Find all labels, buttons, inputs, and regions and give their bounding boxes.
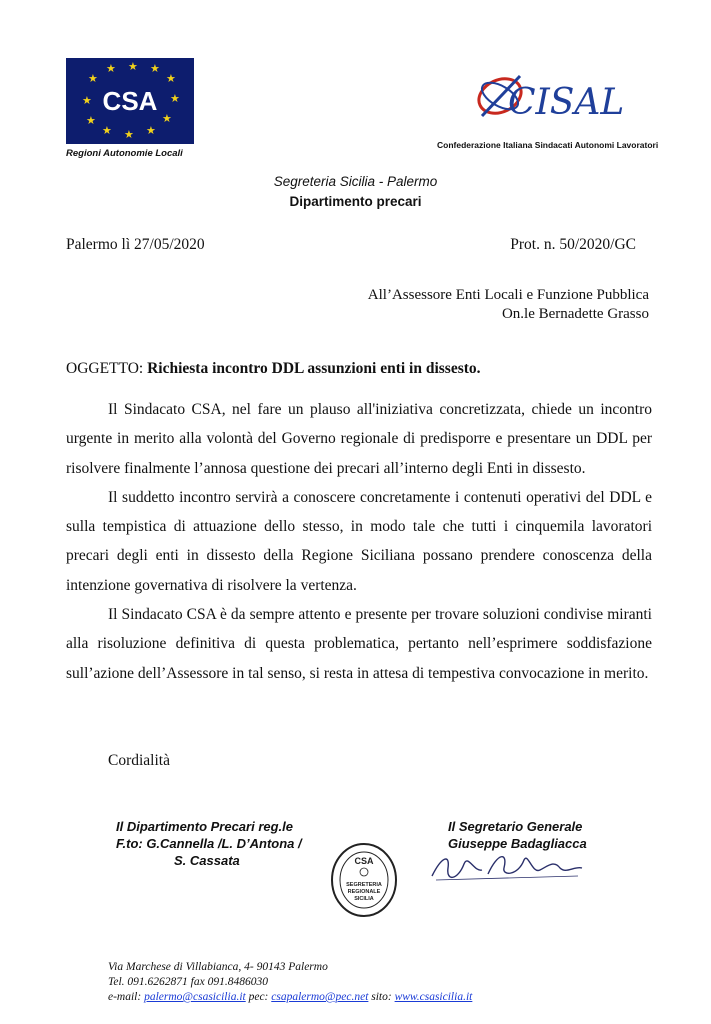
left-sig-line-2: F.to: G.Cannella /L. D’Antona / <box>116 836 302 851</box>
left-sig-line-3: S. Cassata <box>174 853 240 868</box>
left-sig-line-1: Il Dipartimento Precari reg.le <box>116 819 294 834</box>
email-label: e-mail: <box>108 991 142 1003</box>
svg-text:★: ★ <box>124 129 134 141</box>
body-paragraph-1: Il Sindacato CSA, nel fare un plauso all'iniziativa concretizzata, chiede un incontro urgente in merito alla volontà del Governo regionale di predisporre e presentare un DDL per risolvere finalmente l’annosa questione dei precari all’interno degli Enti in dissesto. <box>66 401 652 477</box>
secretariat-line: Segreteria Sicilia - Palermo <box>273 174 438 189</box>
svg-text:★: ★ <box>86 115 96 127</box>
email-link[interactable]: palermo@csasicilia.it <box>144 991 246 1003</box>
recipient-block <box>368 286 649 324</box>
left-signature-block <box>116 818 302 869</box>
svg-text:CSA: CSA <box>354 856 374 866</box>
right-sig-line-2: Giuseppe Badagliacca <box>448 836 587 851</box>
svg-text:★: ★ <box>166 73 176 85</box>
footer <box>108 960 472 1005</box>
place-date: Palermo lì 27/05/2020 <box>66 236 205 253</box>
svg-text:★: ★ <box>162 113 172 125</box>
svg-text:★: ★ <box>170 93 180 105</box>
cisal-logo <box>470 58 640 136</box>
svg-text:★: ★ <box>102 125 112 137</box>
csa-logo-graphic <box>66 58 194 144</box>
svg-text:★: ★ <box>106 63 116 75</box>
svg-text:★: ★ <box>88 73 98 85</box>
letter-body <box>66 395 652 688</box>
body-paragraph-2: Il suddetto incontro servirà a conoscere concretamente i contenuti operativi del DDL e sulla tempistica di attuazione dello stesso, in modo tale che tutti i cinquemila lavoratori precari degli enti in dissesto della Regione Siciliana possano prendere conoscenza della intenzione governativa di risolvere la vertenza. <box>66 488 652 594</box>
csa-logo <box>66 58 194 144</box>
right-sig-line-1: Il Segretario Generale <box>448 819 583 834</box>
svg-text:CSA: CSA <box>102 86 158 116</box>
protocol-number: Prot. n. 50/2020/GC <box>510 236 636 253</box>
csa-logo-caption: Regioni Autonomie Locali <box>66 148 183 159</box>
pec-link[interactable]: csapalermo@pec.net <box>271 991 369 1003</box>
cisal-logo-caption: Confederazione Italiana Sindacati Autonomi Lavoratori <box>437 140 659 150</box>
signature-graphic <box>428 846 588 886</box>
closing-salutation: Cordialità <box>108 752 170 769</box>
recipient-line-2: On.le Bernadette Grasso <box>501 306 649 322</box>
svg-text:SICILIA: SICILIA <box>354 896 374 902</box>
cisal-logo-graphic <box>470 58 640 136</box>
svg-text:CISAL: CISAL <box>508 82 625 123</box>
subject-line <box>66 360 481 378</box>
department-line: Dipartimento precari <box>289 194 422 209</box>
official-stamp <box>330 842 398 918</box>
stamp-graphic <box>330 842 398 918</box>
body-paragraph-3: Il Sindacato CSA è da sempre attento e presente per trovare soluzioni condivise miranti alla risoluzione definitiva di questa problematica, pertanto nell’esprimere soddisfazione sull’azione dell’Assessore in tal senso, si resta in attesa di tempestiva convocazione in merito. <box>66 606 652 682</box>
svg-text:SEGRETERIA: SEGRETERIA <box>346 882 382 888</box>
recipient-line-1: All’Assessore Enti Locali e Funzione Pubblica <box>367 287 649 303</box>
svg-text:★: ★ <box>128 61 138 73</box>
pec-label: pec: <box>248 991 269 1003</box>
svg-text:REGIONALE: REGIONALE <box>347 889 381 895</box>
footer-address: Via Marchese di Villabianca, 4- 90143 Palermo <box>108 961 328 973</box>
handwritten-signature <box>428 846 588 886</box>
svg-text:★: ★ <box>150 63 160 75</box>
site-label: sito: <box>371 991 392 1003</box>
svg-text:★: ★ <box>146 125 156 137</box>
subject-label: OGGETTO: <box>66 360 144 377</box>
svg-text:★: ★ <box>82 95 92 107</box>
footer-phones: Tel. 091.6262871 fax 091.8486030 <box>108 976 268 988</box>
website-link[interactable]: www.csasicilia.it <box>394 991 473 1003</box>
subject-text: Richiesta incontro DDL assunzioni enti in dissesto. <box>147 360 481 377</box>
footer-contacts <box>108 990 472 1005</box>
